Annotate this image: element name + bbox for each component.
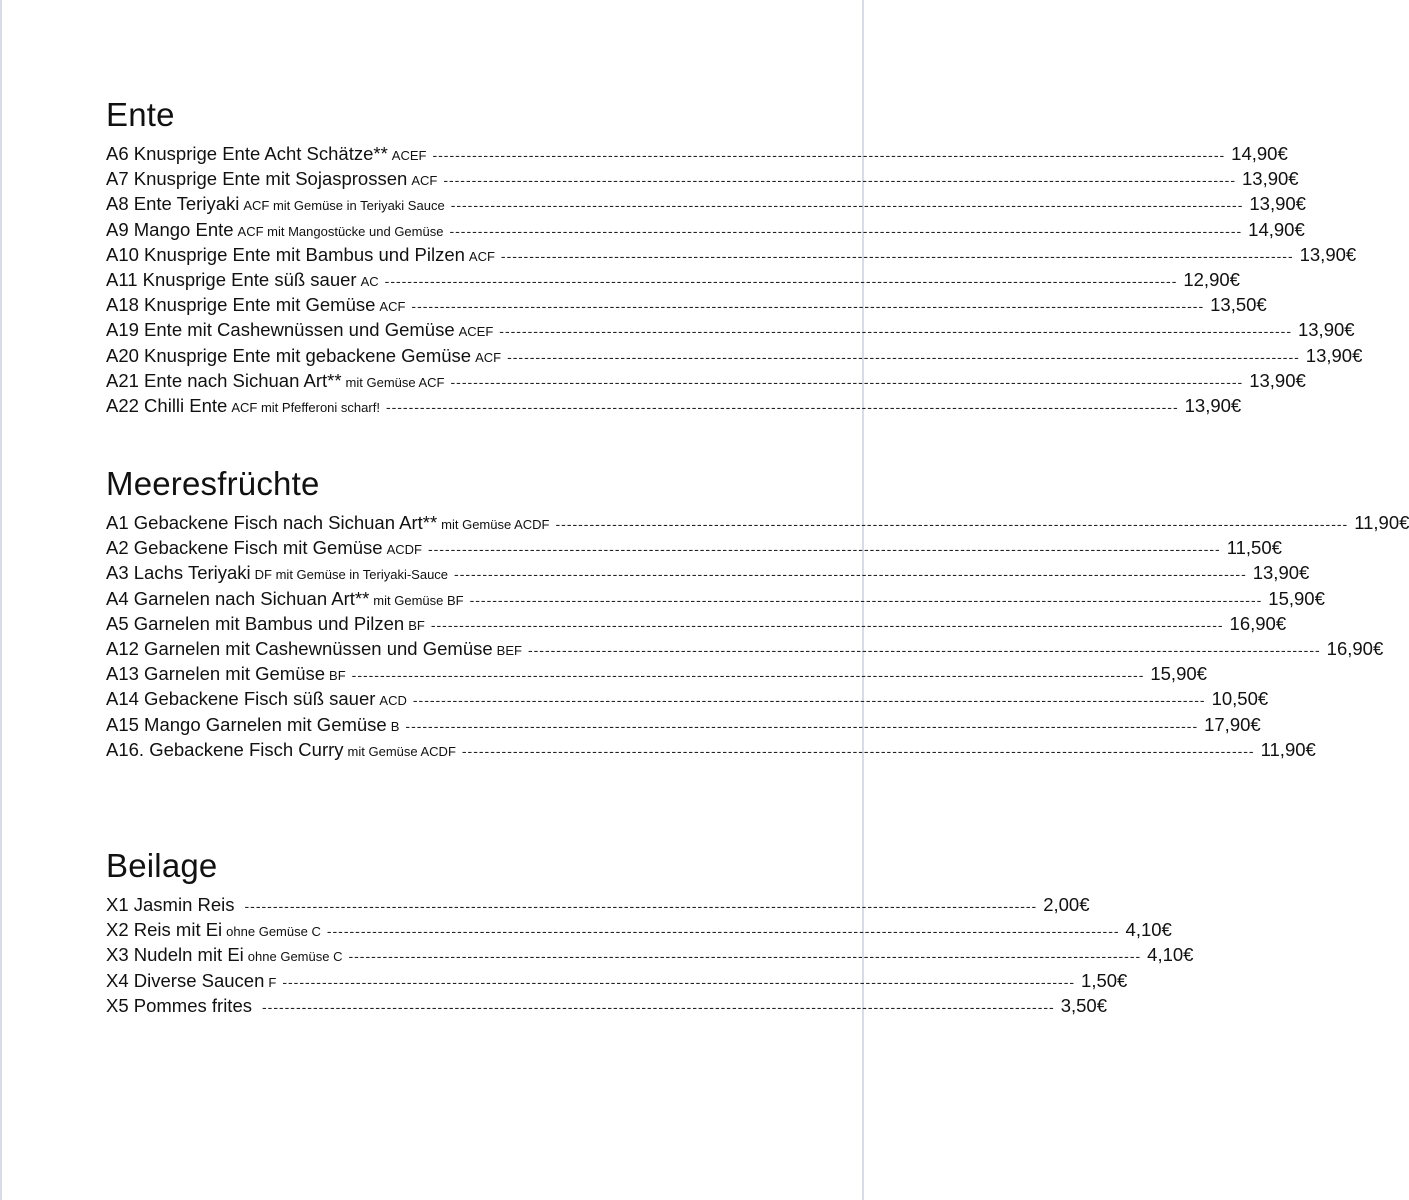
section-beilage	[106, 846, 1194, 1020]
dash-leader: --------------------------------------------------------------------------------------------------------------------------------------------	[507, 348, 1300, 365]
menu-item-row	[106, 294, 1267, 319]
section-meeresfruechte	[106, 464, 1409, 764]
menu-item-price: 13,90€	[1252, 562, 1310, 584]
menu-item-price: 1,50€	[1081, 969, 1128, 991]
menu-item-name: A12 Garnelen mit Cashewnüssen und Gemüse	[106, 637, 493, 659]
menu-item-row	[106, 738, 1316, 764]
menu-item-price: 13,90€	[1305, 344, 1363, 366]
dash-leader: --------------------------------------------------------------------------------------------------------------------------------------------	[555, 516, 1349, 532]
menu-item-note: ACF mit Gemüse in Teriyaki Sauce	[243, 198, 445, 214]
dash-leader: --------------------------------------------------------------------------------------------------------------------------------------------	[454, 566, 1247, 583]
dash-leader: --------------------------------------------------------------------------------------------------------------------------------------------	[405, 717, 1199, 734]
dash-leader: --------------------------------------------------------------------------------------------------------------------------------------------	[427, 541, 1221, 558]
menu-item-note: B	[390, 718, 400, 734]
menu-item-note: ACF	[468, 248, 495, 264]
menu-item-price: 4,10€	[1125, 919, 1172, 941]
dash-leader: --------------------------------------------------------------------------------------------------------------------------------------------	[500, 247, 1294, 264]
item-list	[106, 512, 1409, 764]
menu-item-row	[106, 994, 1107, 1020]
menu-item-row	[106, 193, 1306, 218]
menu-item-name: A20 Knusprige Ente mit gebackene Gemüse	[106, 344, 472, 366]
menu-item-note: ACF mit Mangostücke und Gemüse	[237, 223, 444, 239]
menu-item-price: 13,90€	[1297, 319, 1355, 341]
section-ente	[106, 95, 1363, 420]
menu-item-price: 13,90€	[1249, 193, 1306, 215]
menu-item-note: DF mit Gemüse in Teriyaki-Sauce	[254, 567, 449, 583]
menu-item-price: 13,90€	[1249, 369, 1306, 391]
dash-leader: --------------------------------------------------------------------------------------------------------------------------------------------	[244, 898, 1038, 914]
dash-leader: --------------------------------------------------------------------------------------------------------------------------------------------	[430, 616, 1224, 633]
menu-item-name: A7 Knusprige Ente mit Sojasprossen	[106, 168, 408, 190]
menu-item-row	[106, 894, 1090, 919]
menu-item-name: X2 Reis mit Ei	[106, 919, 223, 941]
menu-item-note: ACDF	[386, 542, 422, 558]
menu-item-name: A6 Knusprige Ente Acht Schätze**	[106, 143, 388, 164]
menu-item-name: A3 Lachs Teriyaki	[106, 562, 251, 584]
dash-leader: --------------------------------------------------------------------------------------------------------------------------------------------	[461, 742, 1255, 759]
menu-item-name: X5 Pommes frites	[106, 994, 252, 1016]
dash-leader: --------------------------------------------------------------------------------------------------------------------------------------------	[450, 373, 1244, 390]
menu-item-row	[106, 218, 1305, 244]
menu-item-name: A21 Ente nach Sichuan Art**	[106, 369, 342, 391]
menu-item-row	[106, 612, 1287, 638]
item-list	[106, 894, 1194, 1020]
menu-item-name: A10 Knusprige Ente mit Bambus und Pilzen	[106, 243, 465, 265]
menu-item-row	[106, 168, 1299, 193]
menu-item-row	[106, 143, 1288, 168]
menu-item-note: mit Gemüse ACF	[345, 374, 445, 390]
menu-item-row	[106, 344, 1363, 370]
menu-item-price: 13,90€	[1299, 243, 1357, 265]
menu-item-note: ohne Gemüse C	[247, 949, 343, 965]
menu-item-row	[106, 537, 1282, 562]
menu-item-price: 15,90€	[1268, 587, 1325, 609]
menu-item-name: A14 Gebackene Fisch süß sauer	[106, 688, 376, 710]
menu-item-note: BF	[329, 668, 346, 684]
menu-item-price: 13,50€	[1210, 294, 1267, 316]
menu-item-row	[106, 512, 1409, 537]
menu-item-name: A15 Mango Garnelen mit Gemüse	[106, 713, 387, 735]
menu-item-row	[106, 369, 1306, 395]
menu-item-price: 13,90€	[1242, 168, 1299, 190]
menu-item-note: mit Gemüse ACDF	[347, 743, 456, 759]
dash-leader: --------------------------------------------------------------------------------------------------------------------------------------------	[499, 323, 1292, 340]
menu-item-price: 16,90€	[1229, 612, 1287, 634]
menu-item-note: ACF mit Pfefferoni scharf!	[231, 399, 380, 415]
dash-leader: --------------------------------------------------------------------------------------------------------------------------------------------	[450, 197, 1244, 214]
menu-item-name: A2 Gebackene Fisch mit Gemüse	[106, 537, 383, 559]
menu-item-row	[106, 919, 1172, 944]
menu-item-note: ACEF	[458, 324, 494, 340]
dash-leader: --------------------------------------------------------------------------------------------------------------------------------------------	[469, 591, 1263, 608]
menu-item-name: A18 Knusprige Ente mit Gemüse	[106, 294, 376, 316]
menu-item-note: ACF	[475, 349, 502, 365]
menu-item-name: A5 Garnelen mit Bambus und Pilzen	[106, 612, 405, 634]
menu-item-note: ACF	[411, 173, 438, 189]
section-title: Ente	[106, 96, 175, 133]
dash-leader: --------------------------------------------------------------------------------------------------------------------------------------------	[384, 272, 1178, 289]
menu-item-row	[106, 319, 1355, 344]
menu-item-price: 12,90€	[1183, 268, 1240, 290]
menu-item-note: mit Gemüse ACDF	[441, 517, 550, 532]
menu-item-name: X3 Nudeln mit Ei	[106, 944, 244, 966]
menu-item-row	[106, 713, 1261, 739]
menu-item-name: A22 Chilli Ente	[106, 394, 228, 416]
dash-leader: --------------------------------------------------------------------------------------------------------------------------------------------	[282, 973, 1076, 990]
menu-item-note: ACF	[379, 299, 406, 315]
menu-item-price: 15,90€	[1150, 663, 1207, 685]
menu-item-price: 17,90€	[1204, 713, 1261, 735]
menu-item-price: 11,50€	[1226, 537, 1282, 559]
section-title: Beilage	[106, 847, 218, 884]
section-title: Meeresfrüchte	[106, 465, 320, 502]
menu-item-name: A9 Mango Ente	[106, 218, 234, 240]
menu-item-name: A13 Garnelen mit Gemüse	[106, 663, 326, 685]
menu-item-name: A16. Gebackene Fisch Curry	[106, 738, 344, 760]
menu-item-row	[106, 944, 1194, 969]
menu-item-name: A4 Garnelen nach Sichuan Art**	[106, 587, 370, 609]
dash-leader: --------------------------------------------------------------------------------------------------------------------------------------------	[527, 641, 1321, 658]
menu-item-row	[106, 688, 1269, 713]
menu-item-price: 14,90€	[1248, 218, 1305, 240]
menu-item-row	[106, 268, 1240, 294]
menu-item-name: X4 Diverse Saucen	[106, 969, 265, 991]
dash-leader: --------------------------------------------------------------------------------------------------------------------------------------------	[351, 667, 1145, 684]
menu-item-note: BF	[408, 617, 425, 633]
dash-leader: --------------------------------------------------------------------------------------------------------------------------------------------	[262, 998, 1055, 1015]
dash-leader: --------------------------------------------------------------------------------------------------------------------------------------------	[326, 923, 1120, 940]
menu-item-price: 11,90€	[1354, 512, 1409, 533]
dash-leader: --------------------------------------------------------------------------------------------------------------------------------------------	[348, 948, 1142, 965]
menu-item-price: 2,00€	[1043, 894, 1090, 915]
dash-leader: --------------------------------------------------------------------------------------------------------------------------------------------	[449, 222, 1243, 239]
dash-leader: --------------------------------------------------------------------------------------------------------------------------------------------	[385, 398, 1179, 415]
menu-item-row	[106, 587, 1325, 613]
menu-item-price: 13,90€	[1184, 394, 1242, 416]
menu-item-price: 16,90€	[1326, 637, 1384, 659]
menu-item-price: 4,10€	[1147, 944, 1194, 966]
menu-item-note: ohne Gemüse C	[226, 924, 321, 940]
menu-item-row	[106, 663, 1207, 688]
dash-leader: --------------------------------------------------------------------------------------------------------------------------------------------	[411, 298, 1205, 315]
menu-item-note: ACEF	[391, 148, 427, 163]
menu-item-row	[106, 243, 1357, 269]
menu-item-note: mit Gemüse BF	[373, 592, 464, 608]
menu-item-price: 14,90€	[1231, 143, 1288, 164]
menu-item-row	[106, 637, 1384, 663]
menu-item-note: ACD	[379, 693, 407, 709]
item-list	[106, 143, 1363, 420]
menu-item-row	[106, 969, 1128, 995]
dash-leader: --------------------------------------------------------------------------------------------------------------------------------------------	[443, 172, 1237, 189]
menu-item-row	[106, 394, 1242, 420]
menu-item-note: F	[268, 974, 277, 990]
menu-item-name: A11 Knusprige Ente süß sauer	[106, 268, 357, 290]
menu-item-row	[106, 562, 1310, 587]
dash-leader: --------------------------------------------------------------------------------------------------------------------------------------------	[412, 692, 1206, 709]
menu-item-price: 11,90€	[1260, 738, 1316, 760]
menu-item-price: 10,50€	[1211, 688, 1269, 710]
dash-leader: --------------------------------------------------------------------------------------------------------------------------------------------	[432, 147, 1226, 163]
menu-item-name: A8 Ente Teriyaki	[106, 193, 240, 215]
menu-item-name: A19 Ente mit Cashewnüssen und Gemüse	[106, 319, 455, 341]
menu-item-name: A1 Gebackene Fisch nach Sichuan Art**	[106, 512, 438, 533]
menu-item-note: AC	[360, 273, 379, 289]
menu-item-price: 3,50€	[1060, 994, 1107, 1016]
menu-item-name: X1 Jasmin Reis	[106, 894, 235, 915]
menu-item-note: BEF	[496, 642, 522, 658]
